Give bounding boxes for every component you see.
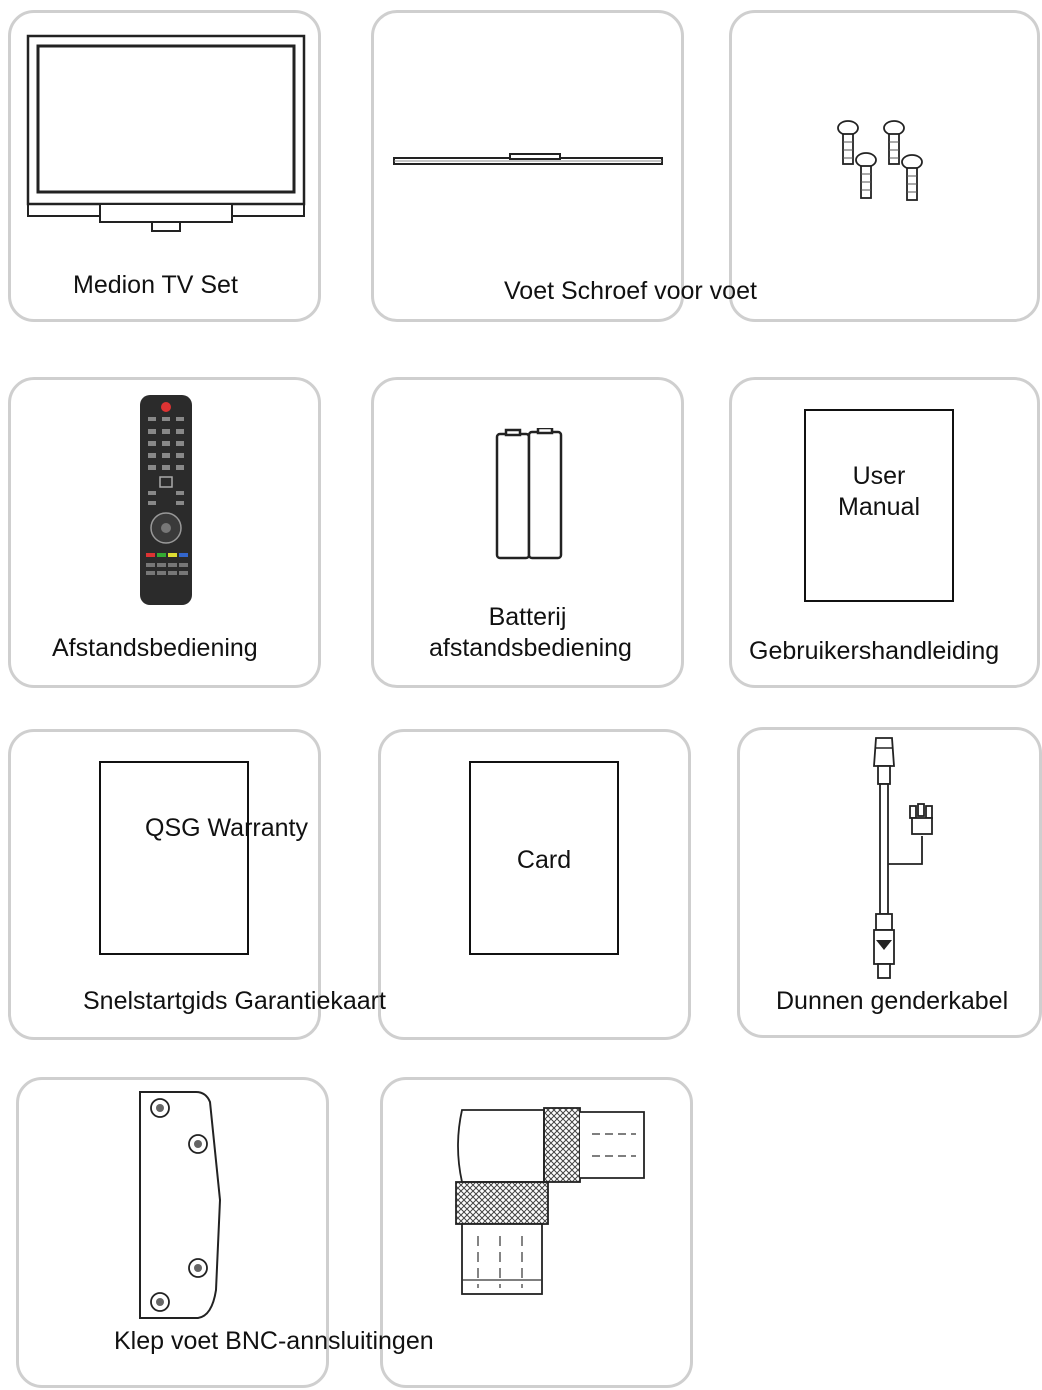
label-tv-set: Medion TV Set (73, 271, 238, 299)
screws-illustration (830, 118, 930, 210)
manual-cover-line1: User (852, 462, 906, 490)
label-scart-cable: Dunnen genderkabel (776, 987, 1009, 1015)
scart-cable-illustration (862, 736, 942, 982)
label-stand-screw: Voet Schroef voor voet (504, 277, 757, 305)
qsg-warranty-cover: QSG Warranty (145, 814, 308, 842)
stand-illustration (390, 148, 670, 174)
batteries-illustration (492, 428, 566, 564)
label-qsg-warranty: Snelstartgids Garantiekaart (83, 987, 386, 1015)
stand-cover-illustration (136, 1090, 228, 1322)
bnc-connector-illustration (452, 1104, 652, 1300)
label-battery-line2: afstandsbediening (429, 634, 632, 662)
card-cover: Card (516, 846, 572, 874)
qsg-booklet (99, 761, 249, 955)
remote-control-illustration (138, 393, 194, 608)
manual-cover-line2: Manual (838, 493, 920, 521)
label-battery-line1: Batterij (488, 603, 567, 631)
tv-set-illustration (22, 30, 312, 240)
label-stand-cover-bnc: Klep voet BNC-annsluitingen (114, 1327, 434, 1355)
label-remote: Afstandsbediening (52, 634, 258, 662)
label-manual: Gebruikershandleiding (749, 637, 1000, 665)
